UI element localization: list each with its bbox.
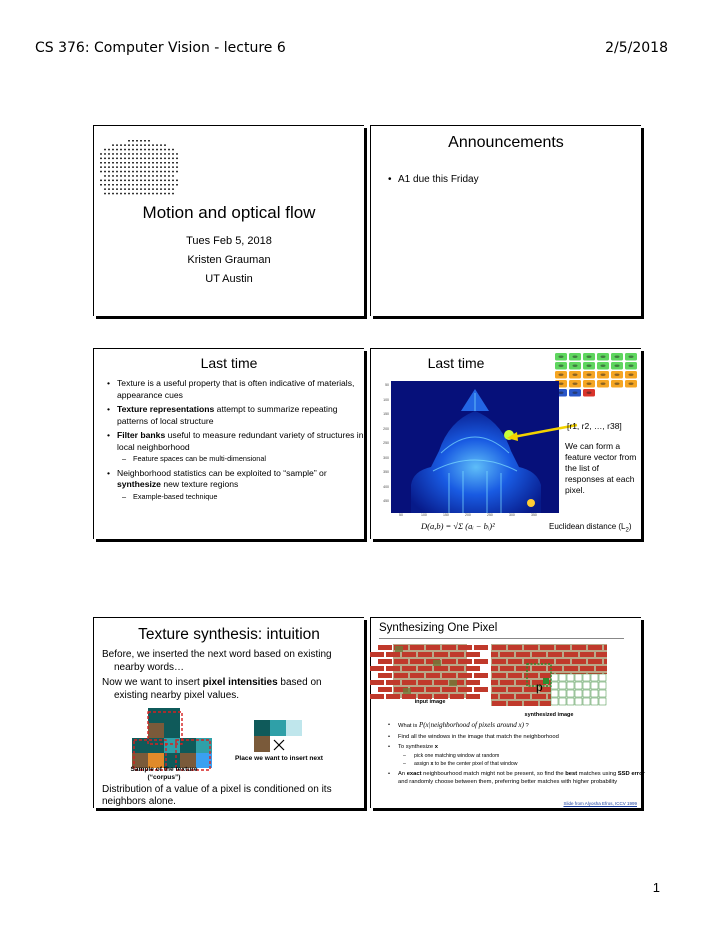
header-date: 2/5/2018 <box>605 40 668 56</box>
y-tick-label: 100 <box>383 397 389 402</box>
x-tick-label: 200 <box>465 513 471 517</box>
intro-paragraph-2: Now we want to insert pixel intensities based on existing nearby pixel values. <box>102 677 322 701</box>
slide-credit: Slide from Alyosha Efros, ICCV 1999 <box>563 801 637 806</box>
slide-texture-intuition <box>93 617 364 808</box>
y-tick-label: 400 <box>383 484 389 489</box>
author: Kristen Grauman <box>187 254 271 266</box>
step-subitem: – assign x to be the center pixel of that window <box>414 760 648 768</box>
synthesized-image-label: synthesized image <box>524 712 574 718</box>
summary-subitem: – Feature spaces can be multi-dimensional <box>133 453 365 465</box>
step-item: • Find all the windows in the image that match the neighborhood <box>398 733 648 742</box>
feature-vector-label: [r1, r2, …, r38] <box>567 421 622 431</box>
x-tick-label: 100 <box>421 513 427 517</box>
slide-announcements <box>370 125 641 316</box>
slide-heading: Last time <box>427 355 485 371</box>
conditional-note: Distribution of a value of a pixel is conditioned on its neighbors alone. <box>102 784 332 807</box>
slide-title-text: Motion and optical flow <box>142 203 316 222</box>
slide-heading: Last time <box>200 355 258 371</box>
affiliation: UT Austin <box>205 273 253 285</box>
input-brick-image <box>393 644 467 698</box>
slide-heading: Announcements <box>448 134 564 151</box>
pixel-p-label: p <box>536 680 543 694</box>
y-tick-label: 450 <box>383 499 389 503</box>
slide-last-time-text <box>93 348 364 539</box>
y-tick-label: 350 <box>383 470 389 474</box>
step-item: • What is P(x|neighborhood of pixels around x) ? <box>398 721 648 731</box>
slide-synthesizing-pixel <box>370 617 645 808</box>
synthesis-steps <box>385 721 648 787</box>
summary-item: • Neighborhood statistics can be exploited to “sample” or synthesize new texture regions – Example-based technique <box>117 468 365 503</box>
x-tick-label: 50 <box>399 513 403 517</box>
y-tick-label: 300 <box>383 455 389 460</box>
lecture-date: Tues Feb 5, 2018 <box>186 235 272 247</box>
page-number: 1 <box>652 880 660 895</box>
x-tick-label: 150 <box>443 513 449 517</box>
summary-item: • Texture representations attempt to summarize repeating patterns of local structure <box>117 404 365 427</box>
insert-location-grid <box>254 720 302 752</box>
insert-label: Place we want to insert next <box>235 755 323 762</box>
step-item: • An exact neighbourhood match might not be present, so find the best matches using SSD error and randomly choose between them, preferring better matches with higher probability <box>398 770 648 787</box>
flow-field-thumbnail <box>94 136 184 206</box>
heatmap-x-axis <box>391 513 559 521</box>
x-tick-label: 250 <box>487 513 493 517</box>
euclidean-label: Euclidean distance $(L_2)$ <box>549 522 632 534</box>
input-image-label: input image <box>414 699 446 705</box>
corpus-label: Sample of the texture (“corpus”) <box>130 766 198 781</box>
announcement-list <box>385 172 638 187</box>
summary-subitem: – Example-based technique <box>133 491 365 503</box>
synthesized-image <box>491 644 607 706</box>
y-tick-label: 50 <box>385 383 389 387</box>
summary-item: • Filter banks useful to measure redundant variety of structures in local neighborhood – Feature spaces can be multi-dimensional <box>117 430 365 465</box>
slide-title <box>93 125 364 316</box>
slide-heading: Synthesizing One Pixel <box>379 622 498 634</box>
intro-paragraph: Before, we inserted the next word based on existing nearby words… Now we want to insert pixel intensities based on existing nearby pixel values. <box>102 648 357 702</box>
y-tick-label: 250 <box>383 441 389 445</box>
summary-list <box>104 378 365 502</box>
slide-last-time-figure <box>370 348 641 539</box>
y-tick-label: 150 <box>383 412 389 416</box>
heading-rule <box>379 638 624 639</box>
step-item: • To synthesize x – pick one matching window at random – assign x to be the center pixel of that window <box>398 743 648 768</box>
step-subitem: – pick one matching window at random <box>414 752 648 760</box>
summary-item: • Texture is a useful property that is often indicative of materials, appearance cues <box>117 378 365 401</box>
y-tick-label: 200 <box>383 426 389 431</box>
filter-bank-icon <box>553 352 641 398</box>
x-tick-label: 300 <box>509 513 515 517</box>
feature-vector-note: We can form a feature vector from the list of responses at each pixel. <box>565 441 637 495</box>
texture-sample-grid <box>130 706 212 772</box>
header-course-title: CS 376: Computer Vision - lecture 6 <box>35 40 286 56</box>
distance-formula: D(a,b) = √Σ (aᵢ − bᵢ)² <box>421 521 495 531</box>
slide-heading: Texture synthesis: intuition <box>138 626 320 643</box>
x-tick-label: 350 <box>531 513 537 517</box>
announcement-item: • A1 due this Friday <box>398 172 638 187</box>
